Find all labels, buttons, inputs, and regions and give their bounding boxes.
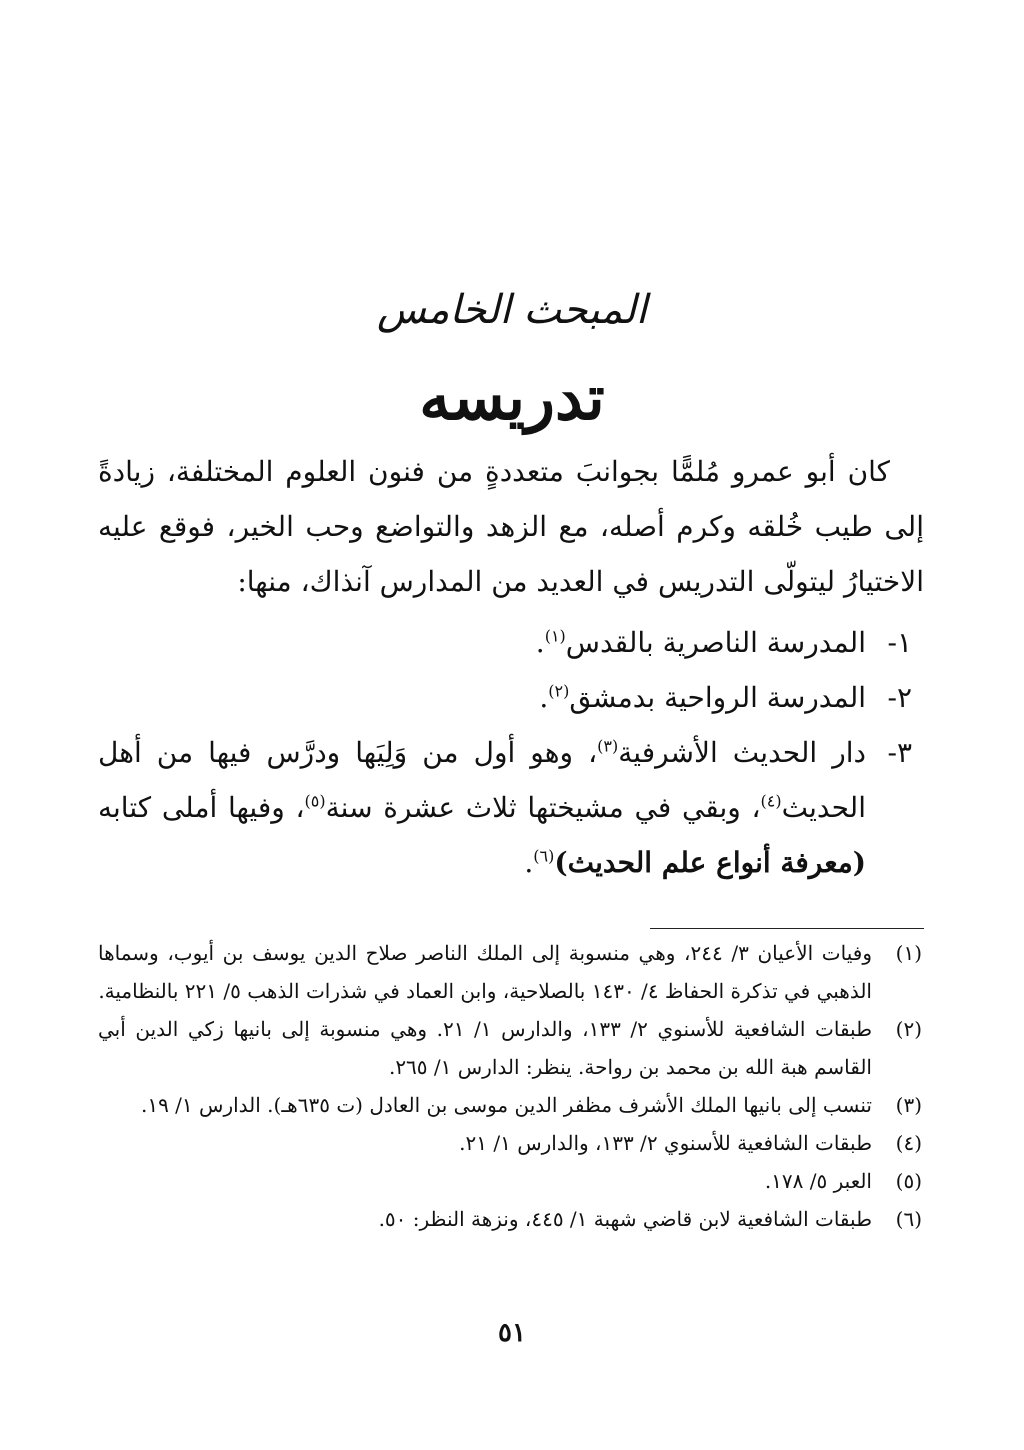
school-list [98, 615, 924, 890]
list-item [98, 615, 924, 670]
list-item-text: . [524, 846, 534, 879]
footnote-divider [650, 928, 924, 929]
footnote-ref[interactable]: (١) [544, 626, 566, 646]
footnote-text: العبر ٥/ ١٧٨. [764, 1169, 872, 1193]
footnote-text: طبقات الشافعية لابن قاضي شهبة ١/ ٤٤٥، ونزهة النظر: ٥٠. [378, 1207, 872, 1231]
book-title: (معرفة أنواع علم الحديث) [554, 846, 866, 879]
page-number: ٥١ [498, 1318, 526, 1348]
footnote-item [98, 1200, 924, 1238]
footnote-item [98, 934, 924, 1010]
list-item [98, 725, 924, 890]
section-title: تدريسه [419, 361, 605, 434]
footnote-item [98, 1086, 924, 1124]
list-item-text: ، وهو أول من وَلِيَها ودرَّس فيها من أهل الحديث [98, 736, 866, 824]
list-item-number: ١- [887, 626, 912, 659]
list-item-number: ٣- [887, 736, 912, 769]
footnote-ref[interactable]: (٣) [597, 736, 619, 756]
list-item-number: ٢- [887, 681, 912, 714]
footnote-number: (٤) [895, 1131, 922, 1155]
section-label: المبحث الخامس [376, 287, 648, 333]
list-item-text: دار الحديث الأشرفية [618, 736, 866, 769]
footnote-text: طبقات الشافعية للأسنوي ٢/ ١٣٣، والدارس ١/ ٢١. [459, 1131, 872, 1155]
intro-paragraph: كان أبو عمرو مُلمًّا بجوانبَ متعددةٍ من فنون العلوم المختلفة، زيادةً إلى طيب خُلقه وكرم أصله، مع الزهد والتواضع وحب الخير، فوقع عليه الاختيارُ ليتولّى التدريس في العديد من المدارس آنذاك، منها: [98, 455, 924, 598]
footnote-number: (٣) [895, 1093, 922, 1117]
footnote-text: وفيات الأعيان ٣/ ٢٤٤، وهي منسوبة إلى الملك الناصر صلاح الدين يوسف بن أيوب، وسماها الذهبي في تذكرة الحفاظ ٤/ ١٤٣٠ بالصلاحية، وابن العماد في شذرات الذهب ٥/ ٢٢١ بالنظامية. [98, 941, 872, 1003]
footnote-number: (٥) [895, 1169, 922, 1193]
footnote-text: تنسب إلى بانيها الملك الأشرف مظفر الدين موسى بن العادل (ت ٦٣٥هـ). الدارس ١/ ١٩. [140, 1093, 872, 1117]
footnote-ref[interactable]: (٢) [548, 681, 570, 701]
footnote-item [98, 1124, 924, 1162]
list-item-text: المدرسة الرواحية بدمشق [569, 681, 866, 714]
main-text [98, 444, 924, 890]
list-item [98, 670, 924, 725]
footnote-item [98, 1010, 924, 1086]
footnotes [98, 934, 924, 1238]
list-item-text: ، وفيها أملى كتابه [98, 791, 305, 824]
footnote-ref[interactable]: (٥) [304, 791, 326, 811]
footnote-text: طبقات الشافعية للأسنوي ٢/ ١٣٣، والدارس ١/ ٢١. وهي منسوبة إلى بانيها زكي الدين أبي القاسم هبة الله بن محمد بن رواحة. ينظر: الدارس ١/ ٢٦٥. [98, 1017, 873, 1079]
footnote-ref[interactable]: (٦) [533, 846, 555, 866]
list-item-text: ، وبقي في مشيختها ثلاث عشرة سنة [325, 791, 761, 824]
footnote-number: (٢) [895, 1017, 922, 1041]
footnote-number: (٦) [895, 1207, 922, 1231]
list-item-text: . [539, 681, 549, 714]
footnote-ref[interactable]: (٤) [760, 791, 782, 811]
list-item-text: المدرسة الناصرية بالقدس [565, 626, 866, 659]
footnote-item [98, 1162, 924, 1200]
list-item-text: . [535, 626, 545, 659]
footnote-number: (١) [895, 941, 922, 965]
